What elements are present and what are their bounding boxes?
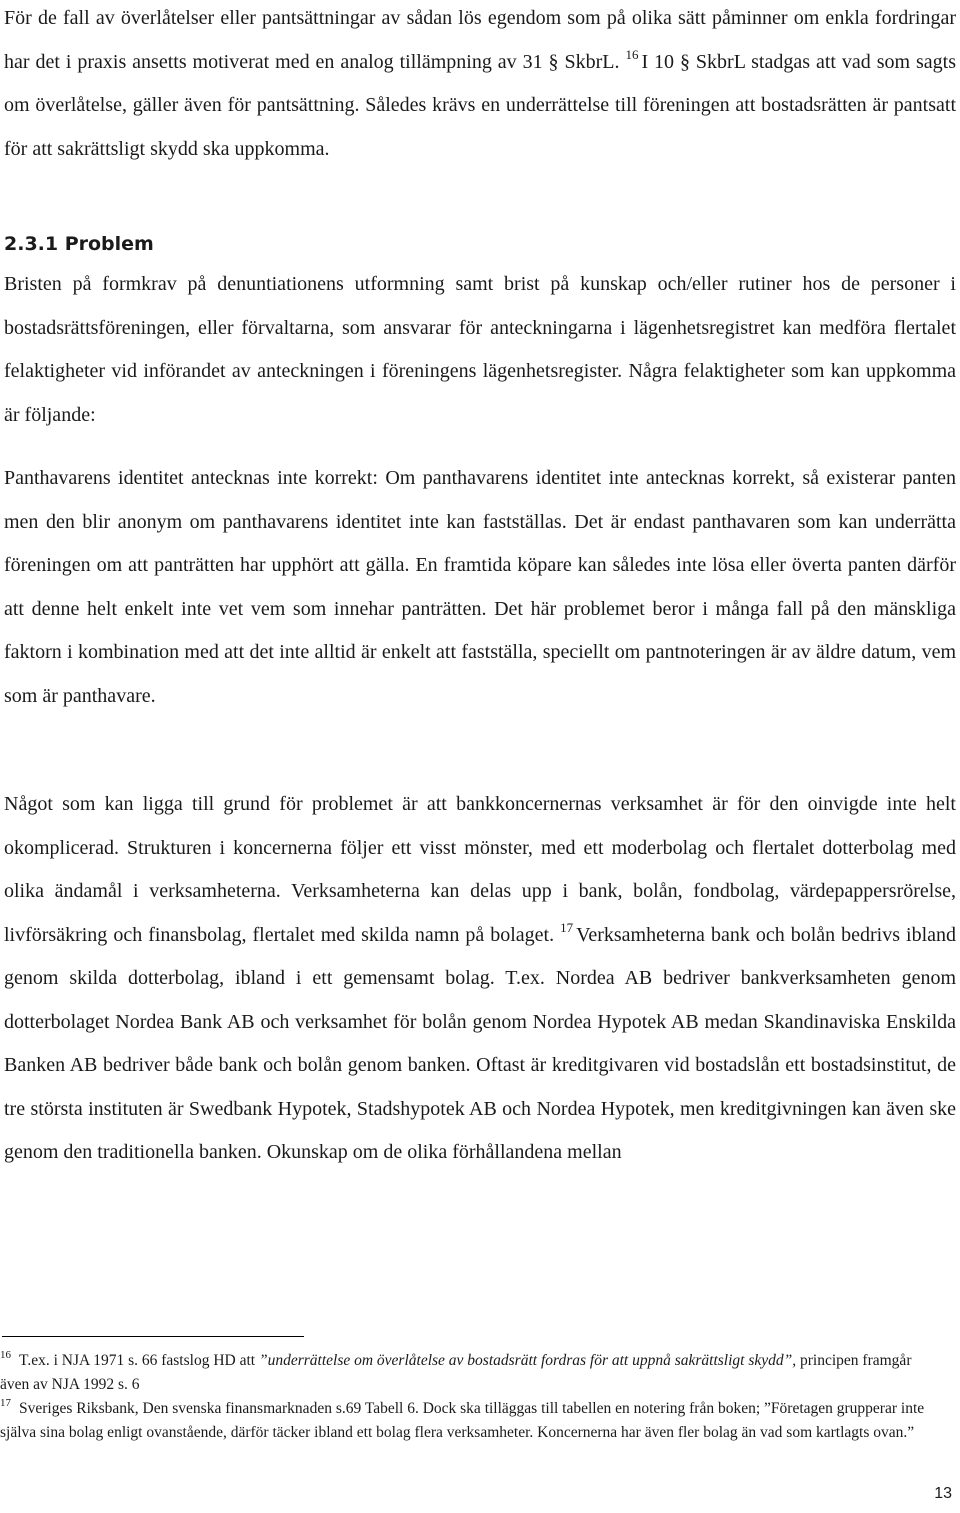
footnote-text: T.ex. i NJA 1971 s. 66 fastslog HD att — [19, 1352, 259, 1369]
paragraph-intro-text-a: För de fall av överlåtelser eller pantsättningar av sådan lös egendom som på olika sätt påminner om enkla fordringar har det i praxis ansetts motiverat med en analog tillämpning av 31 § SkbrL. — [4, 7, 956, 73]
paragraph-bankkoncerner-text-b: Verksamheterna bank och bolån bedrivs ibland genom skilda dotterbolag, ibland i ett gemensamt bolag. T.ex. Nordea AB bedriver bankverksamheten genom dotterbolaget Nordea Bank AB och verksamhet för bolån genom Nordea Hypotek AB medan Skandinaviska Enskilda Banken AB bedriver både bank och bolån genom banken. Oftast är kreditgivaren vid bostadslån ett bostadsinstitut, de tre största instituten är Swedbank Hypotek, Stadshypotek AB och Nordea Hypotek, men kreditgivningen kan även ske genom den traditionella banken. Okunskap om de olika förhållandena mellan — [4, 923, 957, 1163]
footnote-ref-17[interactable]: 17 — [560, 919, 574, 935]
section-heading: 2.3.1 Problem — [4, 233, 154, 255]
footnote-number: 17 — [0, 1397, 11, 1409]
paragraph-intro — [4, 0, 956, 171]
footnote-number: 16 — [0, 1349, 11, 1361]
footnote-16 — [0, 1349, 940, 1397]
paragraph-bankkoncerner — [4, 783, 956, 1175]
footnote-text: Sveriges Riksbank, Den svenska finansmarknaden s.69 Tabell 6. Dock ska tilläggas till tabellen en notering från boken; ”Företagen grupperar inte själva sina bolag enligt ovanstående, därför täcker ibland ett bolag flera verksamheter. Koncernerna har även fler bolag än vad som kartlagts ovan.” — [0, 1400, 925, 1441]
footnotes-section — [0, 1349, 940, 1445]
footnote-ref-16[interactable]: 16 — [625, 46, 639, 62]
page-number: 13 — [934, 1485, 952, 1502]
paragraph-problem: Bristen på formkrav på denuntiationens utformning samt brist på kunskap och/eller rutiner hos de personer i bostadsrättsföreningen, eller förvaltarna, som ansvarar för anteckningarna i lägenhetsregistret kan medföra flertalet felaktigheter vid införandet av anteckningen i föreningens lägenhetsregister. Några felaktigheter som kan uppkomma är följande: — [4, 273, 956, 426]
footnote-quote: ”underrättelse om överlåtelse av bostadsrätt fordras för att uppnå sakrättsligt skydd”, — [258, 1352, 797, 1369]
paragraph-bankkoncerner-text-a: Något som kan ligga till grund för problemet är att bankkoncernernas verksamhet är för den oinvigde inte helt okomplicerad. Strukturen i koncernerna följer ett visst mönster, med ett moderbolag och flertalet dotterbolag med olika ändamål i verksamheterna. Verksamheterna kan delas upp i bank, bolån, fondbolag, värdepappersrörelse, livförsäkring och finansbolag, flertalet med skilda namn på bolaget. — [4, 793, 956, 946]
paragraph-panthavare: Panthavarens identitet antecknas inte korrekt: Om panthavarens identitet inte antecknas korrekt, så existerar panten men den blir anonym om panthavarens identitet inte kan fastställas. Det är endast panthavaren som kan underrätta föreningen om att panträtten har upphört att gälla. En framtida köpare kan således inte lösa eller överta panten därför att denne helt enkelt inte vet vem som innehar panträtten. Det här problemet beror i många fall på den mänskliga faktorn i kombination med att det inte alltid är enkelt att fastställa, speciellt om pantnoteringen är av äldre datum, vem som är panthavare. — [4, 467, 956, 707]
paragraph-intro-text-b: I 10 § SkbrL stadgas att vad som sagts om överlåtelse, gäller även för pantsättning. Således krävs en underrättelse till föreningen att bostadsrätten är pantsatt för att sakrättsligt skydd ska uppkomma. — [4, 50, 956, 160]
footnote-divider — [2, 1336, 304, 1337]
footnote-17 — [0, 1397, 940, 1445]
footnote-text-cont: principen framgår även av NJA 1992 s. 6 — [0, 1352, 912, 1393]
